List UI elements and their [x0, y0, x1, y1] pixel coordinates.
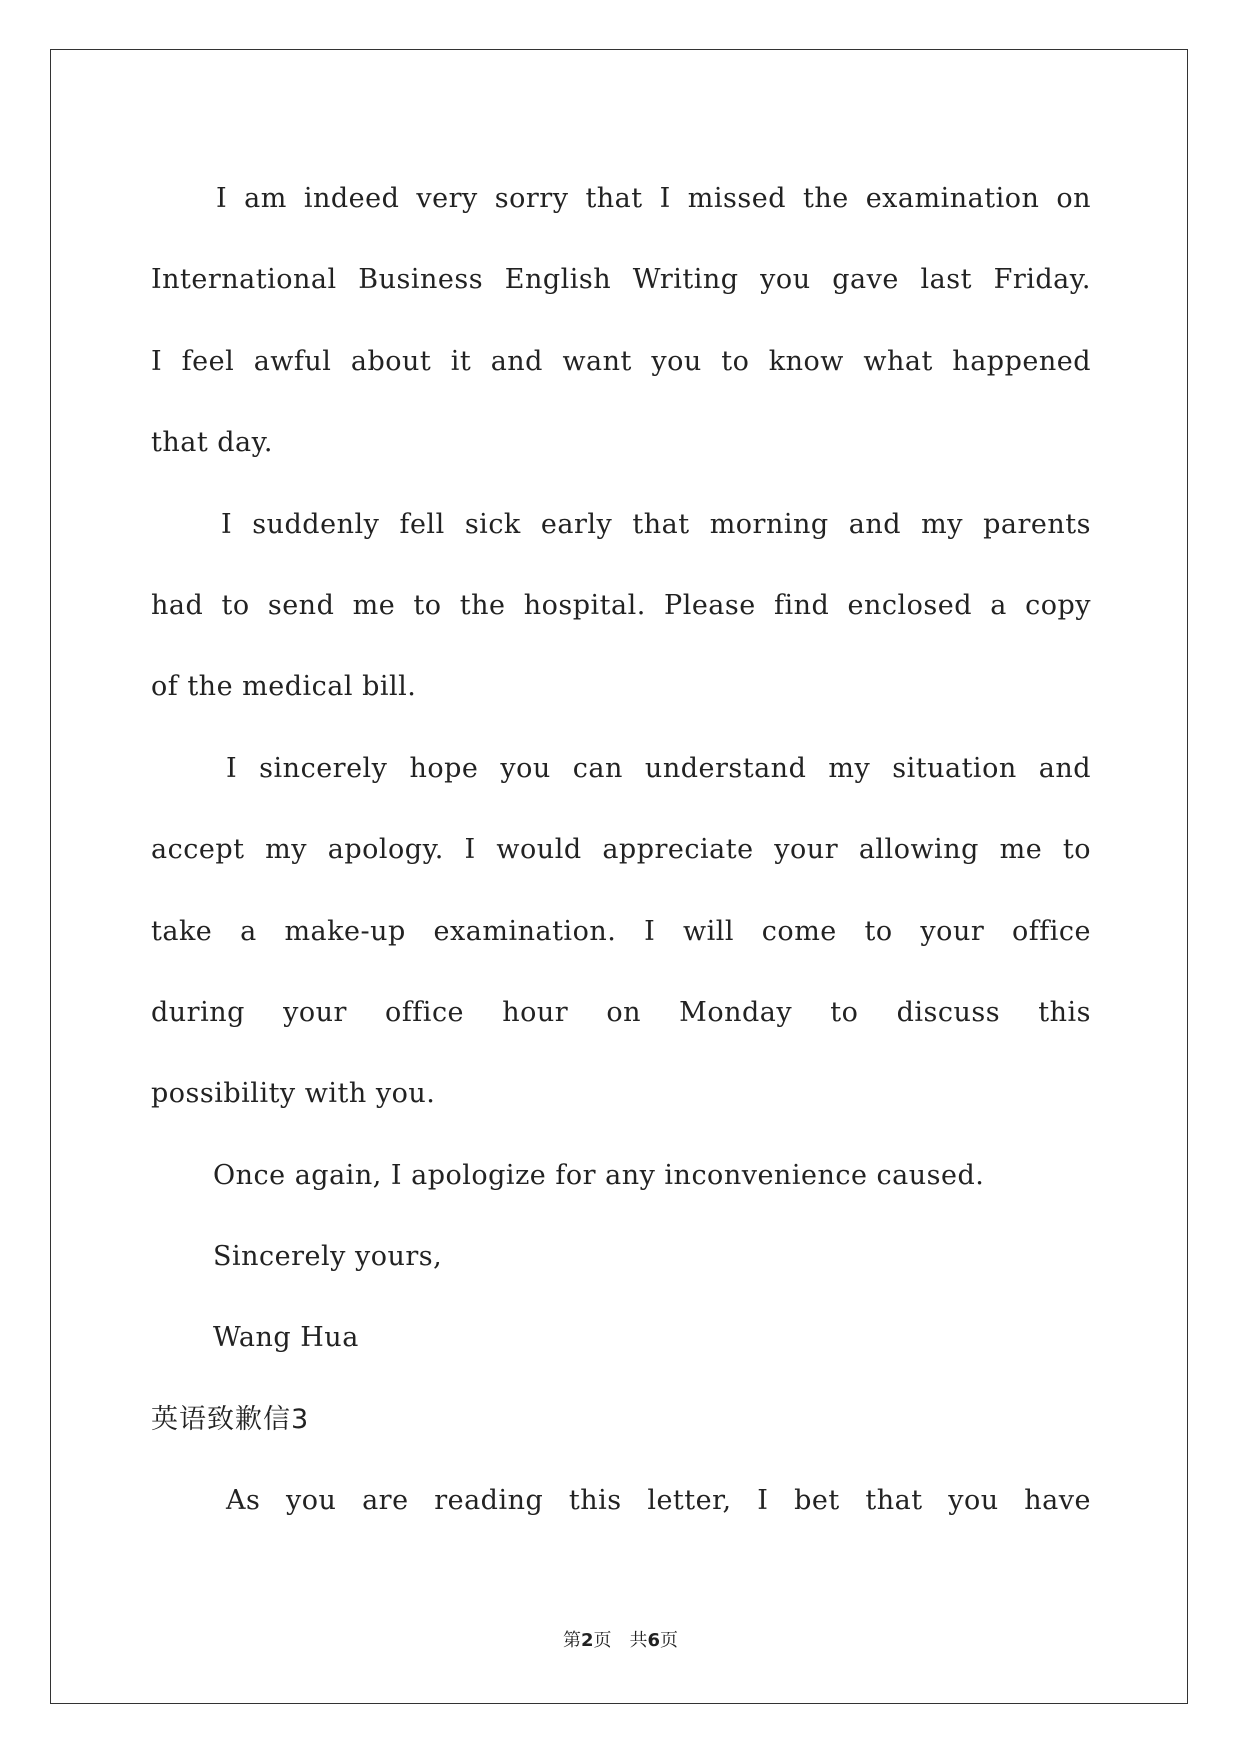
paragraph — [151, 484, 1091, 728]
section-heading: 英语致歉信3 — [151, 1403, 310, 1435]
total-pages-number: 6 — [647, 1630, 661, 1651]
text-line: I am indeed very sorry that I missed the examination on — [216, 183, 1091, 214]
signature: Wang Hua — [213, 1322, 359, 1354]
paragraph — [151, 728, 1091, 1135]
text-line: possibility with you. — [151, 1078, 436, 1110]
signoff: Sincerely yours, — [213, 1241, 443, 1273]
footer-total-prefix: 共 — [629, 1630, 648, 1651]
text-line: had to send me to the hospital. Please find enclosed a copy — [151, 589, 1091, 621]
footer-total-suffix: 页 — [660, 1630, 679, 1651]
text-line: I sincerely hope you can understand my situation and — [226, 752, 1091, 784]
text-line: take a make-up examination. I will come to your office — [151, 915, 1091, 947]
text-line: accept my apology. I would appreciate your allowing me to — [151, 834, 1091, 866]
text-line: I feel awful about it and want you to know what happened — [151, 345, 1091, 377]
text-line: International Business English Writing you gave last Friday. — [151, 264, 1091, 296]
text-line: of the medical bill. — [151, 671, 417, 703]
text-line: As you are reading this letter, I bet that you have — [226, 1485, 1091, 1517]
footer-prefix: 第 — [562, 1630, 581, 1651]
text-line: that day. — [151, 427, 273, 459]
paragraph — [151, 158, 1091, 484]
footer-page-suffix: 页 — [593, 1630, 612, 1651]
page-footer — [0, 1626, 1241, 1652]
text-line: I suddenly fell sick early that morning and my parents — [221, 508, 1091, 540]
closing-line: Once again, I apologize for any inconvenience caused. — [213, 1159, 985, 1191]
text-line: during your office hour on Monday to discuss this — [151, 996, 1091, 1028]
current-page-number: 2 — [580, 1630, 594, 1651]
document-body — [151, 158, 1091, 1542]
